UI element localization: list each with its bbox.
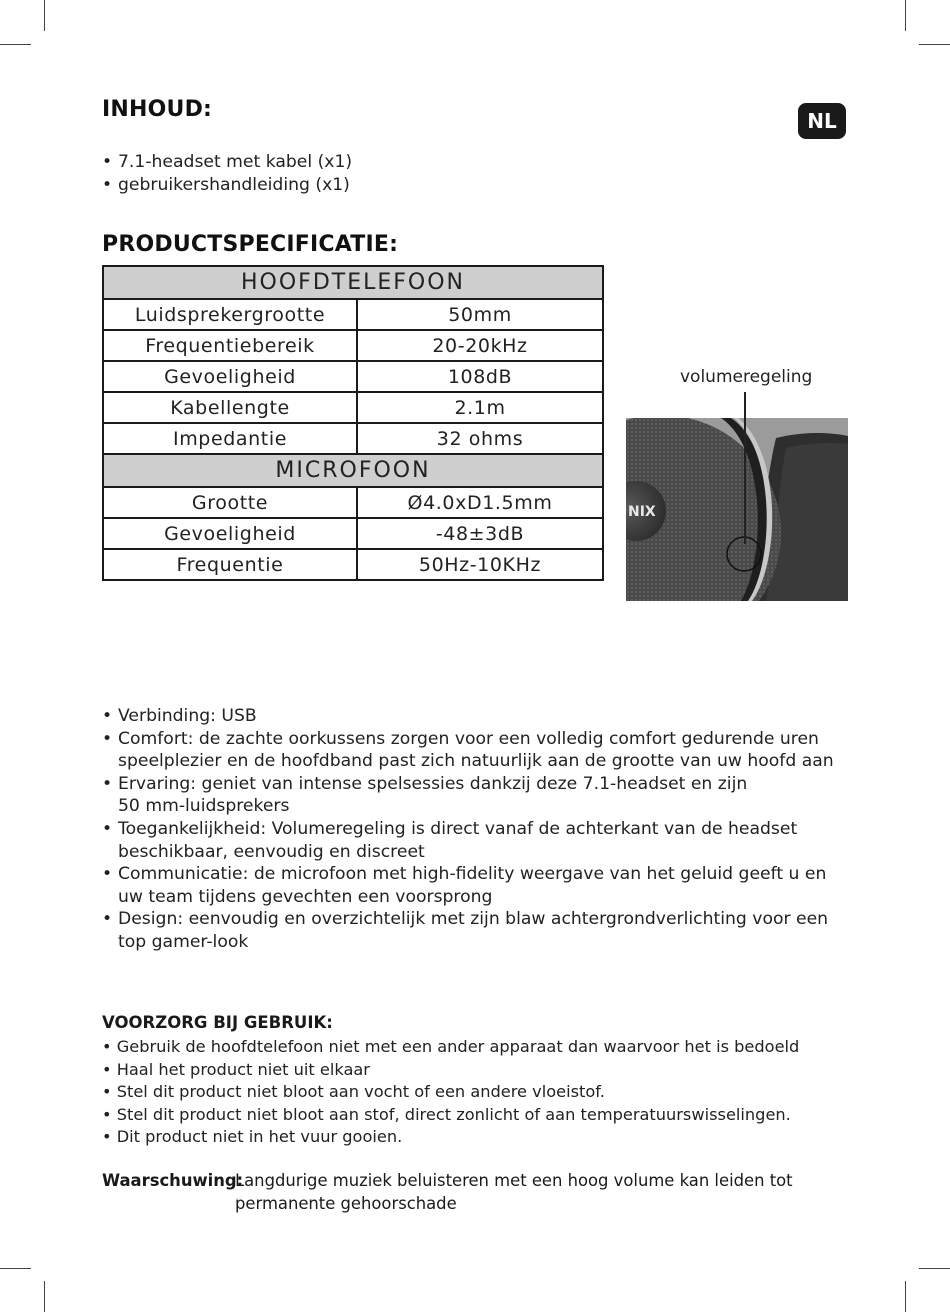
precaution-item: • Stel dit product niet bloot aan vocht of een andere vloeistof. <box>102 1082 605 1102</box>
spec-value: 50mm <box>357 299 603 330</box>
feature-text: top gamer-look <box>118 931 249 952</box>
contents-item: • gebruikershandleiding (x1) <box>102 174 352 197</box>
feature-item <box>102 863 834 908</box>
language-badge: NL <box>798 103 846 139</box>
headphone-header: HOOFDTELEFOON <box>103 266 603 299</box>
spec-section-header <box>103 454 603 487</box>
contents-title: INHOUD: <box>102 97 213 122</box>
spec-value: 2.1m <box>357 392 603 423</box>
feature-item <box>102 773 834 818</box>
spec-value: 32 ohms <box>357 423 603 454</box>
crop-mark <box>905 1281 906 1312</box>
spec-section-header <box>103 266 603 299</box>
spec-value: 108dB <box>357 361 603 392</box>
table-row <box>103 518 603 549</box>
spec-label: Gevoeligheid <box>103 361 357 392</box>
callout-line <box>744 392 746 544</box>
crop-mark <box>905 0 906 31</box>
feature-text: Ervaring: geniet van intense spelsessies dankzij deze 7.1-headset en zijn <box>118 773 748 794</box>
warning-label: Waarschuwing: <box>102 1171 244 1190</box>
spec-label: Frequentiebereik <box>103 330 357 361</box>
crop-mark <box>44 1281 45 1312</box>
spec-value: Ø4.0xD1.5mm <box>357 487 603 518</box>
feature-text: Communicatie: de microfoon met high-fidelity weergave van het geluid geeft u en <box>118 864 827 885</box>
contents-item: • 7.1-headset met kabel (x1) <box>102 151 352 174</box>
spec-label: Kabellengte <box>103 392 357 423</box>
spec-label: Gevoeligheid <box>103 518 357 549</box>
table-row <box>103 361 603 392</box>
warning-line: permanente gehoorschade <box>235 1194 457 1213</box>
features-list <box>102 705 834 954</box>
brand-text: NIX <box>628 504 656 520</box>
precaution-item: • Stel dit product niet bloot aan stof, direct zonlicht of aan temperatuurswisselingen. <box>102 1104 791 1124</box>
feature-text: uw team tijdens gevechten een voorsprong <box>118 886 493 907</box>
spec-label: Impedantie <box>103 423 357 454</box>
feature-text: 50 mm-luidsprekers <box>118 796 290 817</box>
feature-text: beschikbaar, eenvoudig en discreet <box>118 841 425 862</box>
table-row <box>103 487 603 518</box>
crop-mark <box>44 0 45 31</box>
spec-label: Luidsprekergrootte <box>103 299 357 330</box>
table-row <box>103 330 603 361</box>
feature-item <box>102 728 834 773</box>
feature-item <box>102 705 834 728</box>
headset-photo <box>626 418 848 601</box>
table-row <box>103 549 603 580</box>
feature-text: Design: eenvoudig en overzichtelijk met zijn blaw achtergrondverlichting voor een <box>118 909 829 930</box>
feature-text: Verbinding: USB <box>118 706 257 726</box>
precaution-item: • Gebruik de hoofdtelefoon niet met een ander apparaat dan waarvoor het is bedoeld <box>102 1037 800 1056</box>
specs-title: PRODUCTSPECIFICATIE: <box>102 232 399 257</box>
spec-label: Frequentie <box>103 549 357 580</box>
warning-text <box>235 1169 835 1215</box>
feature-item <box>102 818 834 863</box>
volume-control-label: volumeregeling <box>680 367 813 387</box>
feature-item <box>102 908 834 953</box>
feature-text: Toegankelijkheid: Volumeregeling is direct vanaf de achterkant van de headset <box>118 818 798 839</box>
table-row <box>103 423 603 454</box>
feature-text: Comfort: de zachte oorkussens zorgen voor een volledig comfort gedurende uren <box>118 728 819 749</box>
table-row <box>103 299 603 330</box>
microphone-header: MICROFOON <box>103 454 603 487</box>
precaution-item: • Dit product niet in het vuur gooien. <box>102 1127 403 1147</box>
crop-mark <box>0 1268 31 1269</box>
precautions-title: VOORZORG BIJ GEBRUIK: <box>102 1013 333 1032</box>
precautions-section <box>102 1012 799 1149</box>
spec-value: 20-20kHz <box>357 330 603 361</box>
spec-value: 50Hz-10KHz <box>357 549 603 580</box>
warning-line: Langdurige muziek beluisteren met een hoog volume kan leiden tot <box>235 1171 793 1190</box>
table-row <box>103 392 603 423</box>
spec-value: -48±3dB <box>357 518 603 549</box>
contents-list <box>102 151 352 196</box>
crop-mark <box>919 44 950 45</box>
crop-mark <box>919 1268 950 1269</box>
crop-mark <box>0 44 31 45</box>
spec-label: Grootte <box>103 487 357 518</box>
warning-block <box>102 1169 835 1215</box>
spec-table <box>102 265 604 581</box>
feature-text: speelplezier en de hoofdband past zich natuurlijk aan de grootte van uw hoofd aan <box>118 751 834 772</box>
precaution-item: • Haal het product niet uit elkaar <box>102 1059 370 1079</box>
